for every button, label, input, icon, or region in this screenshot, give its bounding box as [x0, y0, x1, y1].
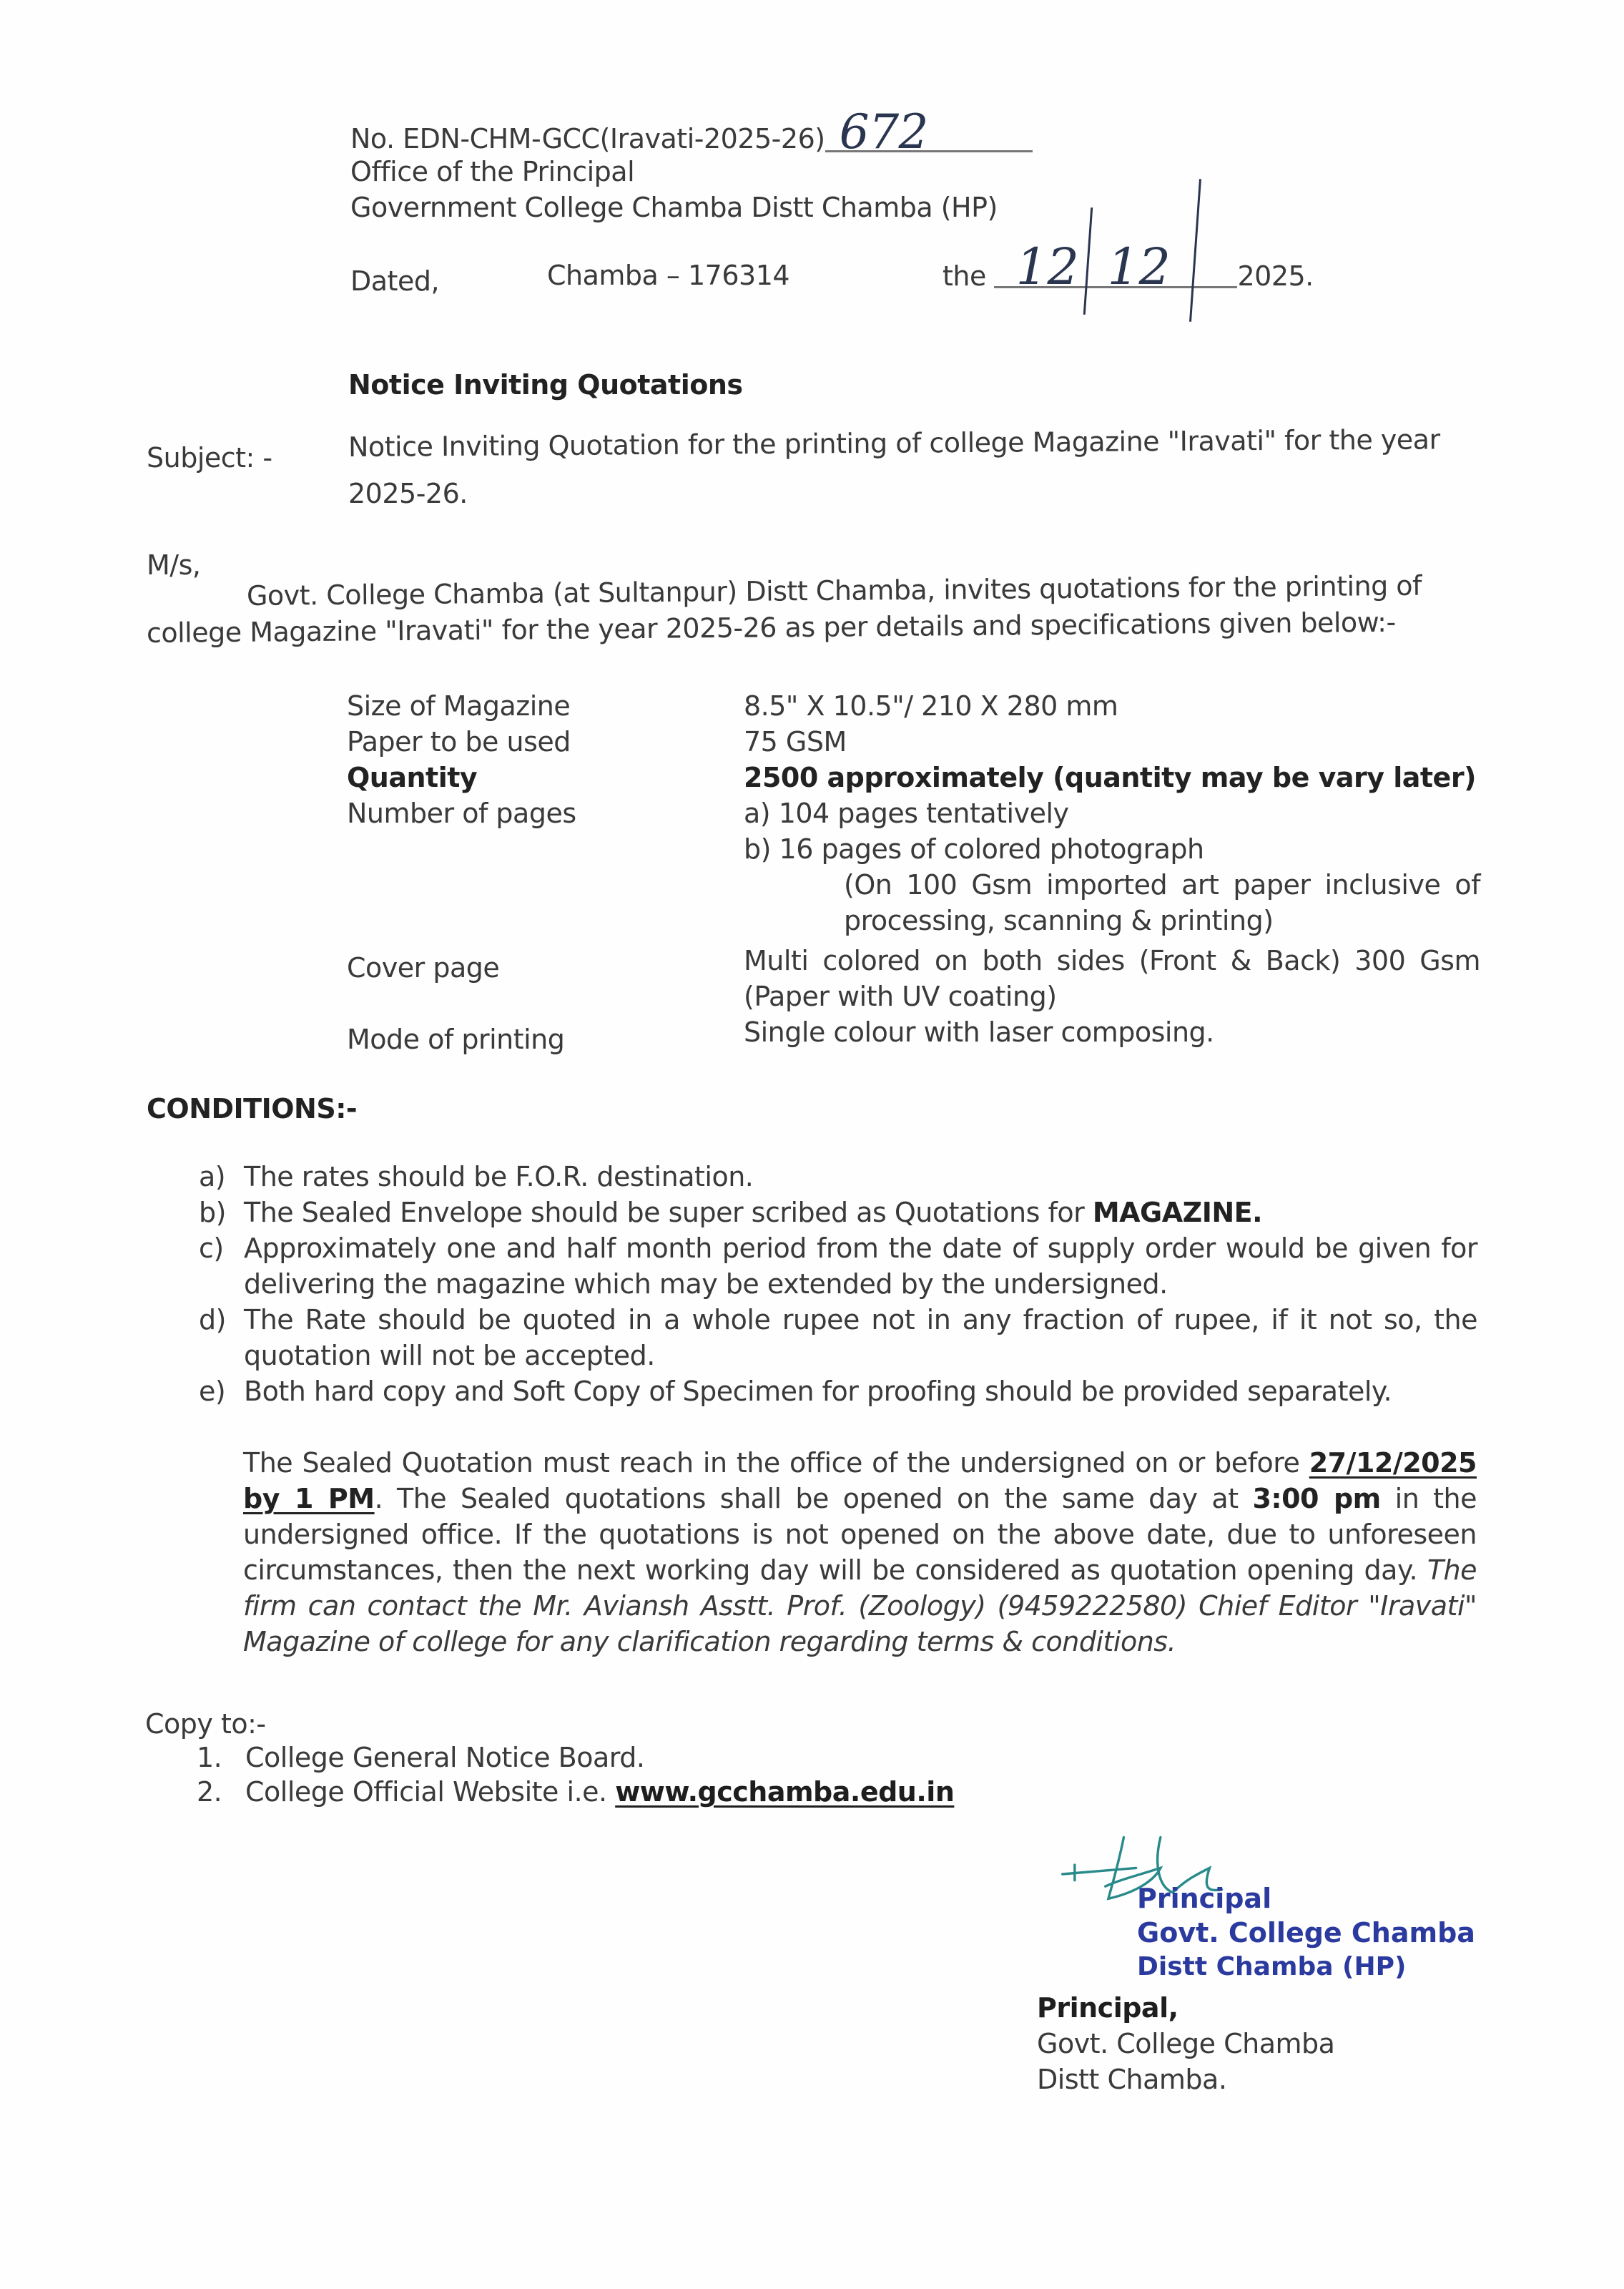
- copy-to-marker: 2.: [197, 1776, 222, 1808]
- reference-number-handwritten: 672: [825, 114, 1033, 152]
- opening-time: 3:00 pm: [1252, 1483, 1381, 1514]
- condition-marker: d): [199, 1304, 226, 1335]
- date-year: 2025.: [1237, 260, 1314, 292]
- intro-line-2: college Magazine "Iravati" for the year 2025-26 as per details and specifications given below:-: [146, 606, 1396, 649]
- signature-institution: Govt. College Chamba: [1037, 2028, 1335, 2059]
- signature-district: Distt Chamba.: [1037, 2064, 1227, 2095]
- condition-text: [244, 1195, 1477, 1230]
- date-the-label: the: [943, 260, 986, 292]
- spec-value: 2500 approximately (quantity may be vary later): [744, 762, 1476, 793]
- reference-number-prefix: No. EDN-CHM-GCC(Iravati-2025-26): [350, 123, 825, 155]
- conditions-heading: CONDITIONS:-: [147, 1093, 358, 1124]
- spec-label: Mode of printing: [347, 1024, 565, 1055]
- salutation: M/s,: [147, 549, 201, 581]
- spec-value: a) 104 pages tentatively: [744, 798, 1069, 829]
- reference-number: [350, 104, 1033, 160]
- condition-text: Approximately one and half month period from the date of supply order would be given for delivering the magazine which may be extended by the undersigned.: [244, 1232, 1477, 1300]
- condition-text: The rates should be F.O.R. destination.: [244, 1161, 754, 1192]
- condition-marker: b): [199, 1197, 226, 1228]
- office-line: Office of the Principal: [350, 156, 635, 187]
- condition-text-bold: MAGAZINE.: [1092, 1197, 1263, 1228]
- condition-marker: c): [199, 1232, 224, 1264]
- spec-value: 75 GSM: [744, 726, 847, 758]
- dated-label: Dated,: [350, 265, 440, 297]
- signature-block: [1030, 1831, 1530, 2132]
- website-link[interactable]: www.gcchamba.edu.in: [615, 1776, 955, 1808]
- institution-line: Government College Chamba Distt Chamba (HP): [350, 192, 998, 223]
- spec-value: 8.5" X 10.5"/ 210 X 280 mm: [744, 690, 1118, 722]
- condition-text: Both hard copy and Soft Copy of Specimen for proofing should be provided separately.: [244, 1376, 1392, 1407]
- date-month: 12: [1107, 237, 1171, 296]
- spec-label: Size of Magazine: [347, 690, 571, 722]
- deadline-date: 27/12/2025: [1309, 1447, 1477, 1479]
- subject-line-1: Notice Inviting Quotation for the printing of college Magazine "Iravati" for the year: [348, 423, 1440, 463]
- deadline-paragraph: [243, 1445, 1477, 1660]
- copy-to-heading: Copy to:-: [145, 1708, 266, 1740]
- condition-marker: a): [199, 1161, 226, 1192]
- condition-text-plain: The Sealed Envelope should be super scribed as Quotations for: [244, 1197, 1093, 1228]
- spec-value: b) 16 pages of colored photograph: [744, 833, 1204, 865]
- condition-text: The Rate should be quoted in a whole rupee not in any fraction of rupee, if it not so, the quotation will not be accepted.: [244, 1304, 1477, 1371]
- notice-title: Notice Inviting Quotations: [348, 369, 743, 401]
- place-line: Chamba – 176314: [547, 260, 790, 291]
- spec-label: Cover page: [347, 952, 500, 984]
- deadline-text: . The Sealed quotations shall be opened on the same day at: [374, 1483, 1253, 1514]
- stamp-line-3: Distt Chamba (HP): [1137, 1952, 1407, 1981]
- deadline-text: The Sealed Quotation must reach in the office of the undersigned on or before: [243, 1447, 1309, 1479]
- intro-line-1: Govt. College Chamba (at Sultanpur) Distt Chamba, invites quotations for the printing of: [246, 569, 1422, 612]
- date-separator: [1083, 207, 1093, 315]
- copy-to-text: College Official Website i.e.: [245, 1776, 616, 1808]
- signature-title: Principal,: [1037, 1992, 1178, 2024]
- spec-label: Number of pages: [347, 798, 576, 829]
- contact-info: The firm can contact the Mr. Aviansh Asstt. Prof. (Zoology) (9459222580) Chief Editor "Iravati" Magazine of college for any clarification regarding terms & conditions.: [243, 1554, 1477, 1657]
- copy-to-item: [197, 1774, 954, 1810]
- spec-value: (On 100 Gsm imported art paper inclusive of processing, scanning & printing): [844, 869, 1480, 936]
- spec-value: Single colour with laser composing.: [744, 1016, 1214, 1048]
- copy-to-text: College General Notice Board.: [245, 1742, 645, 1773]
- stamp-line-1: Principal: [1137, 1883, 1272, 1914]
- subject-line-2: 2025-26.: [348, 478, 468, 509]
- copy-to-item: [197, 1740, 644, 1775]
- date-line: [943, 237, 1314, 296]
- deadline-text: in the undersigned office. If the quotations is not opened on the above date, due to unforeseen circumstances, then the next working day will be considered as quotation opening day.: [243, 1483, 1477, 1586]
- copy-to-marker: 1.: [197, 1742, 222, 1773]
- subject-label: Subject: -: [147, 442, 272, 474]
- deadline-time: by 1 PM: [243, 1483, 375, 1514]
- spec-label: Quantity: [347, 762, 478, 793]
- condition-marker: e): [199, 1376, 226, 1407]
- spec-label: Paper to be used: [347, 726, 571, 758]
- stamp-line-2: Govt. College Chamba: [1137, 1917, 1475, 1949]
- date-handwritten: [994, 237, 1237, 296]
- date-day: 12: [1015, 237, 1079, 296]
- date-separator: [1189, 179, 1201, 322]
- spec-value: Multi colored on both sides (Front & Back) 300 Gsm (Paper with UV coating): [744, 945, 1480, 1012]
